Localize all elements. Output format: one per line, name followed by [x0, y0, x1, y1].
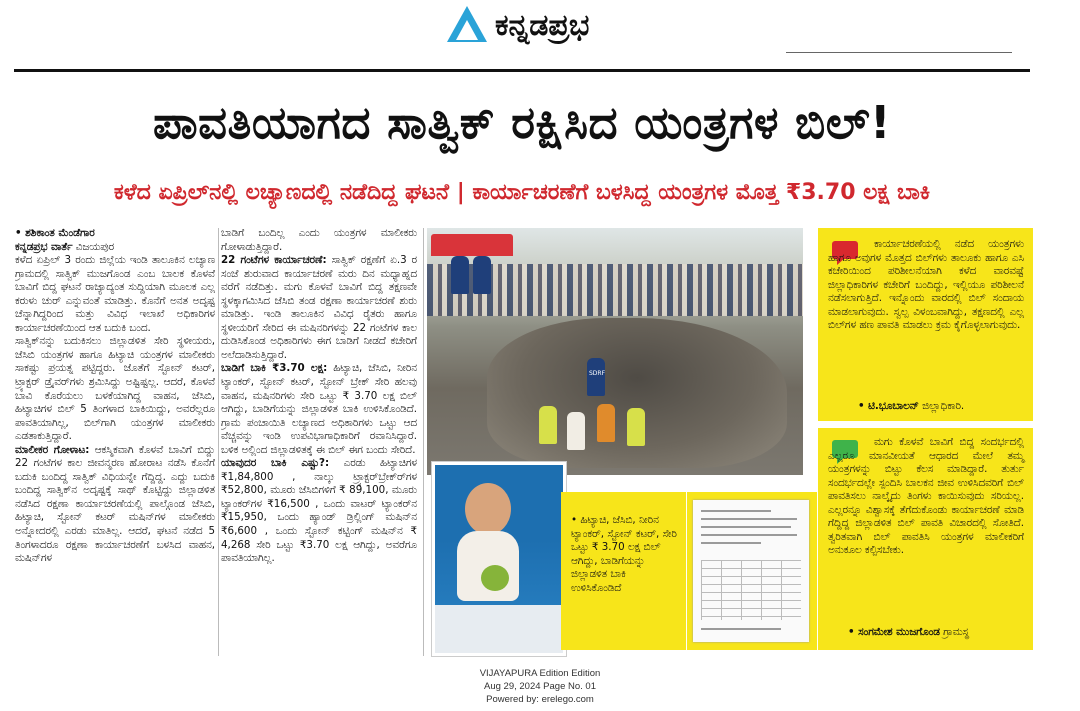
column-divider [423, 228, 424, 656]
paragraph-text: ಸಾತ್ವಿಕ್ ರಕ್ಷಣೆಗೆ ಏ.3 ರ ಸಂಜೆ ಶುರುವಾದ ಕಾರ್ಯಾಚರಣೆ ಮರು ದಿನ ಮಧ್ಯಾಹ್ನದ ವರೆಗೆ ನಡೆದಿತ್ತು. ಮಗು ಕೊಳವೆ ಬಾವಿಗೆ ಬಿದ್ದ ತಕ್ಷಣವೇ ಸ್ಥಳಕ್ಕಾಗಮಿಸಿದ ಜೆಸಿಬಿ ತಂಡ ರಕ್ಷಣಾ ಕಾರ್ಯಾಚರಣೆ ಶುರು ಮಾಡಿತ್ತು. ಇಂಡಿ ತಾಲೂಕಿನ ವಿವಿಧ ರೈತರು ಹಾಗೂ ಸ್ಥಳೀಯರಿಗೆ ಸೇರಿದ ಈ ಮಷಿನರಿಗಳನ್ನು 22 ಗಂಟೆಗಳ ಕಾಲ ದುಡಿಸಿಕೊಂಡ ಅಧಿಕಾರಿಗಳು ಈಗ ಬಾಡಿಗೆ ನೀಡದೆ ಕಚೇರಿಗೆ ಅಲೆದಾಡಿಸುತ್ತಿದ್ದಾರೆ. [221, 254, 417, 361]
child-photo[interactable] [432, 462, 566, 656]
masthead-rule [14, 69, 1030, 72]
doc-line [701, 510, 771, 512]
paragraph-text: ಎರಡು ಹಿಟ್ಯಾಚಿಗಳ ₹1,84,800 , ನಾಲ್ಕು ಟ್ರ್ಯಾಕ್ಟರ್‌ಬ್ರೇಕ್‌ರ್‌ಗಳ ₹52,800, ಮೂರು ಜೆಸಿಬಿಗಳಿಗೆ ₹ 89,100, ಮೂರು ಟ್ಯಾಂಕರ್‌ಗಳ ₹16,500 , ಒಂದು ವಾಟರ್ ಟ್ಯಾಂಕರ್‌ನ ₹15,950, ಒಂದು ಹ್ಯಾಂಡ್ ಡ್ರಿಲ್ಲಿಂಗ್ ಮಷಿನ್‌ನ ₹6,600 , ಒಂದು ಸ್ಟೋನ್ ಕಟ್ಟಿಂಗ್ ಮಷಿನ್‌ನ ₹ 4,268 ಸೇರಿ ಒಟ್ಟು ₹3.70 ಲಕ್ಷ ಆಗಿದ್ದು, ಅವರೆಗೂ ಪಾವತಿಯಾಗಿಲ್ಲ. [221, 457, 417, 565]
masthead-logo[interactable] [443, 4, 643, 48]
vest-label: SDRF [589, 370, 606, 377]
rescuer-figure [597, 404, 615, 442]
paragraph-text: ಆಕಸ್ಮಿಕವಾಗಿ ಕೊಳವೆ ಬಾವಿಗೆ ಬಿದ್ದು 22 ಗಂಟೆಗಳ ಕಾಲ ಜೀವನ್ಮರಣ ಹೋರಾಟ ನಡೆಸಿ ಕೊನೆಗೆ ಬದುಕಿ ಬಂದಿದ್ದ ಸಾತ್ವಿಕ್ ವಿಧಿಯನ್ನೇ ಗೆದ್ದಿದ್ದ. ಎದ್ದು ಬದುಕಿ ಬಂದಿದ್ದ ಸಾತ್ವಿಕ್‌ನ ಅದೃಷ್ಟಕ್ಕೆ ಸಾಥ್ ಕೊಟ್ಟಿದ್ದು ಜಿಲ್ಲಾಡಳಿತ ನಡೆಸಿದ ರಕ್ಷಣಾ ಕಾರ್ಯಾಚರಣೆಯಲ್ಲಿ ಪಾಲ್ಗೊಂಡ ಜೆಸಿಬಿ, ಹಿಟ್ಯಾಚಿ, ಸ್ಟೋನ್ ಕಟರ್ ಮಷಿನ್‌ಗಳ ಮಾಲೀಕರು ಅನ್ನೋದರಲ್ಲಿ ಎರಡು ಮಾತಿಲ್ಲ. ಆದರೆ, ಘಟನೆ ನಡೆದ 5 ತಿಂಗಳಾದರೂ ರಕ್ಷಣಾ ಕಾರ್ಯಾಚರಣೆಗೆ ಬಳಸಿದ ವಾಹನ, ಮಷಿನ್‌ಗಳ [15, 443, 215, 565]
rescuer-figure [539, 406, 557, 444]
subheading: ಬಾಡಿಗೆ ಬಾಕಿ ₹3.70 ಲಕ್ಷ: [221, 362, 328, 375]
quote-attribution [858, 400, 1028, 414]
bystander-figure [451, 256, 469, 294]
rescuer-figure [587, 358, 605, 396]
quote-role: ಗ್ರಾಮಸ್ಥ [939, 626, 970, 638]
article-column-1 [15, 227, 215, 659]
rescuer-figure [627, 408, 645, 446]
bill-document-image[interactable] [693, 500, 809, 642]
paragraph-text: ಹಿಟ್ಯಾಚಿ, ಜೆಸಿಬಿ, ನೀರಿನ ಟ್ಯಾಂಕರ್, ಸ್ಟೋನ್ ಕಟರ್, ಸ್ಟೋನ್ ಬ್ರೇಕ್ ಸೇರಿ ಹಲವು ವಾಹನ, ಮಷಿನರಿಗಳು ಸೇರಿ ಒಟ್ಟು ₹ 3.70 ಲಕ್ಷ ಬಿಲ್ ಆಗಿದ್ದು, ಬಾಡಿಗೆಯನ್ನು ಜಿಲ್ಲಾಡಳಿತ ಬಾಕಿ ಉಳಿಸಿಕೊಂಡಿದೆ. ಗ್ರಾಮ ಪಂಚಾಯಿತಿ ಲಚ್ಯಾಣದ ಅಧಿಕಾರಿಗಳು ಒಟ್ಟು ಆದ ವೆಚ್ಚವನ್ನು ಇಂಡಿ ಉಪವಿಭಾಗಾಧಿಕಾರಿಗೆ ರವಾನಿಸಿದ್ದಾರೆ. ಬಳಿಕ ಅಲ್ಲಿಂದ ಜಿಲ್ಲಾಡಳಿತಕ್ಕೆ ಈ ಬಿಲ್ ಈಗ ಬಂದು ಸೇರಿದೆ. [221, 362, 417, 456]
doc-line [701, 542, 761, 544]
quote-box-collector [818, 228, 1033, 421]
quote-role: ಜಿಲ್ಲಾಧಿಕಾರಿ. [918, 400, 965, 412]
tent-icon [431, 234, 513, 256]
article-column-2 [221, 227, 417, 659]
quote-text: ಮಗು ಕೊಳವೆ ಬಾವಿಗೆ ಬಿದ್ದ ಸಂದರ್ಭದಲ್ಲಿ ಎಲ್ಲರೂ ಮಾನವೀಯತೆ ಆಧಾರದ ಮೇಲೆ ತಮ್ಮ ಯಂತ್ರಗಳನ್ನು ಬಿಟ್ಟು ಕೆಲಸ ಮಾಡಿದ್ದಾರೆ. ತುರ್ತು ಸಂದರ್ಭದಲ್ಲೇ ಸ್ಪಂದಿಸಿ ಬಾಲಕನ ಜೀವ ಉಳಿಸಿದವರಿಗೆ ಬಿಲ್ ಪಾವತಿಸಲು ನಾಲ್ಕೈದು ತಿಂಗಳು ಕಾಯಿಸುವುದು ಸರಿಯಲ್ಲ. ಎಲ್ಲರನ್ನೂ ವಿಶ್ವಾಸಕ್ಕೆ ತೆಗೆದುಕೊಂಡು ಕಾರ್ಯಾಚರಣೆ ಮಾಡಿ ಗೆದ್ದಿದ್ದ ಜಿಲ್ಲಾಡಳಿತ ಬಿಲ್ ಪಾವತಿ ವಿಚಾರದಲ್ಲಿ ಸೋತಿದೆ. ತ್ವರಿತವಾಗಿ ಬಿಲ್ ಪಾವತಿಸಿ ಯಂತ್ರಗಳ ಮಾಲೀಕರಿಗೆ ಅನುಕೂಲ ಕಲ್ಪಿಸಬೇಕು. [828, 436, 1024, 556]
rescuer-figure [567, 412, 585, 450]
quote-text: ಕಾರ್ಯಾಚರಣೆಯಲ್ಲಿ ನಡೆದ ಯಂತ್ರಗಳು ಹಾಗೂ ಅವುಗಳ ಮೊತ್ತದ ಬಿಲ್‌ಗಳು ತಾಲೂಕು ಹಾಗೂ ಎಸಿ ಕಚೇರಿಯಿಂದ ಪರಿಶೀಲನೆಯಾಗಿ ಕಳೆದ ವಾರವಷ್ಟೆ ಜಿಲ್ಲಾಧಿಕಾರಿಗಳ ಕಚೇರಿಗೆ ಬಂದಿದ್ದು, ಇಲ್ಲಿಯೂ ಪರಿಶೀಲನೆ ನಡೆಸಲಾಗುತ್ತಿದೆ. ಇನ್ನೊಂದು ವಾರದಲ್ಲಿ ಬಿಲ್ ಸಂದಾಯ ಮಾಡಲಾಗುವುದು. ಸ್ವಲ್ಪ ವಿಳಂಬವಾಗಿದ್ದು, ತಕ್ಷಣದಲ್ಲಿ ಎಲ್ಲ ಬಿಲ್‌ಗಳ ಹಣ ಪಾವತಿ ಮಾಡಲು ಕ್ರಮ ಕೈಗೊಳ್ಳಲಾಗುವುದು. [828, 238, 1024, 331]
bill-document-box [687, 492, 817, 650]
paragraph [221, 362, 417, 457]
logo-text: ಕನ್ನಡಪ್ರಭ [495, 8, 590, 43]
subheading: ಮಾಲೀಕರ ಗೋಳಾಟ: [15, 443, 90, 456]
column-divider [218, 228, 219, 656]
quote-box-villager [818, 428, 1033, 650]
bystander-figure [473, 256, 491, 294]
child-head-image [465, 483, 511, 535]
page-footer [0, 667, 1080, 706]
rescue-operation-photo[interactable] [427, 228, 803, 475]
caption-text: • ಹಿಟ್ಯಾಚಿ, ಜೆಸಿಬಿ, ನೀರಿನ ಟ್ಯಾಂಕರ್, ಸ್ಟೋನ್ ಕಟರ್, ಸೇರಿ ಒಟ್ಟು ₹ 3.70 ಲಕ್ಷ ಬಿಲ್ ಆಗಿದ್ದು, ಬಾಡಿಗೆಯನ್ನು ಜಿಲ್ಲಾಡಳಿತ ಬಾಕಿ ಉಳಿಸಿಕೊಂಡಿದೆ [571, 514, 677, 594]
byline-place: ವಿಜಯಪುರ [72, 240, 115, 253]
subheadline: ಕಳೆದ ಏಪ್ರಿಲ್‌ನಲ್ಲಿ ಲಚ್ಯಾಣದಲ್ಲಿ ನಡೆದಿದ್ದ ಘಟನೆ | ಕಾರ್ಯಾಚರಣೆಗೆ ಬಳಸಿದ್ದ ಯಂತ್ರಗಳ ಮೊತ್ತ ₹3.70 ಲಕ್ಷ ಬಾಕಿ [113, 180, 931, 205]
caption-box [561, 492, 686, 650]
logo-triangle-inner-icon [456, 20, 478, 40]
headline: ಪಾವತಿಯಾಗದ ಸಾತ್ವಿಕ್ ರಕ್ಷಿಸಿದ ಯಂತ್ರಗಳ ಬಿಲ್! [152, 96, 892, 149]
doc-line [701, 534, 797, 536]
byline-author: • ಶಶಿಕಾಂತ ಮೆಂಡೆಗಾರ [15, 227, 95, 239]
subheading: 22 ಗಂಟೆಗಳ ಕಾರ್ಯಾಚರಣೆ: [221, 254, 327, 267]
footer-edition: VIJAYAPURA Edition Edition [479, 668, 601, 679]
quote-name: • ಟಿ.ಭೂಬಾಲನ್ [858, 400, 919, 412]
byline [15, 227, 215, 241]
top-right-rule [786, 52, 1012, 53]
doc-table [701, 560, 801, 620]
quote-name: • ಸಂಗಮೇಶ ಮುಜಗೊಂಡ [848, 626, 940, 638]
byline-desk: ಕನ್ನಡಪ್ರಭ ವಾರ್ತೆ [15, 240, 73, 253]
paragraph: ಕಳೆದ ಏಪ್ರಿಲ್ 3 ರಂದು ಜಿಲ್ಲೆಯ ಇಂಡಿ ತಾಲೂಕಿನ ಲಚ್ಯಾಣ ಗ್ರಾಮದಲ್ಲಿ ಸಾತ್ವಿಕ್ ಮುಜಗೊಂಡ ಎಂಬ ಬಾಲಕ ಕೊಳವೆ ಬಾವಿಗೆ ಬಿದ್ದ ಘಟನೆ ರಾಜ್ಯಾದ್ಯಂತ ಸುದ್ದಿಯಾಗಿ ಮೂಲಕ ಎಲ್ಲ ಕರುಳು ಚುರ್ ಎನ್ನುವಂತೆ ಮಾಡಿತ್ತು. ಕೊನೆಗೆ ಅನತ ಅದೃಷ್ಟ ಚೆನ್ನಾಗಿದ್ದರಿಂದ ಮತ್ತು ವಿವಿಧ ಇಲಾಖೆ ಅಧಿಕಾರಿಗಳ ಕಾರ್ಯಾಚರಣೆಯಿಂದ ಆತ ಬದುಕಿ ಬಂದ. [15, 254, 215, 334]
dateline [15, 241, 215, 255]
paragraph [221, 254, 417, 362]
subheading: ಯಾವುದರ ಬಾಕಿ ಎಷ್ಟು?: [221, 457, 330, 470]
quote-attribution [848, 626, 1028, 640]
doc-line [701, 518, 797, 520]
doc-line [701, 526, 791, 528]
paragraph [15, 444, 215, 566]
doc-line [701, 628, 781, 630]
paragraph: ಬಾಡಿಗೆ ಬಂದಿಲ್ಲ ಎಂದು ಯಂತ್ರಗಳ ಮಾಲೀಕರು ಗೋಳಾಡುತ್ತಿದ್ದಾರೆ. [221, 227, 417, 253]
footer-date-page: Aug 29, 2024 Page No. 01 [484, 681, 596, 692]
toy-ball-icon [481, 565, 509, 591]
footer-powered[interactable]: Powered by: erelego.com [486, 694, 594, 705]
paragraph [221, 457, 417, 565]
paragraph: ಸಾತ್ವಿಕ್‌ನನ್ನು ಬದುಕಿಸಲು ಜಿಲ್ಲಾಡಳಿತ ಸೇರಿ ಸ್ಥಳೀಯರು, ಜೆಸಿಬಿ ಯಂತ್ರಗಳ ಹಾಗೂ ಹಿಟ್ಯಾಚಿ ಯಂತ್ರಗಳ ಮಾಲೀಕರು ಸಾಕಷ್ಟು ಪ್ರಯತ್ನ ಪಟ್ಟಿದ್ದರು. ಜೊತೆಗೆ ಸ್ಟೋನ್ ಕಟರ್, ಟ್ರ್ಯಾಕ್ಟರ್ ಡ್ರೈವರ್‌ಗಳು ಶ್ರಮಿಸಿದ್ದು ಅಷ್ಟಿಷ್ಟಲ್ಲ. ಆದರೆ, ಕೊಳವೆ ಬಾವಿ ಕೊರೆಯಲು ಬಳಕೆಯಾಗಿದ್ದ ವಾಹನ, ಜೆಸಿಬಿ, ಹಿಟ್ಯಾಚಿಗಳ ಬಿಲ್ 5 ತಿಂಗಳಾದ ಬಾಕಿಯಿದ್ದು, ಅವರೆಲ್ಲರೂ ಪಾವತಿಯಾಗಿಲ್ಲ, ಬಿಲ್‌ಗಾಗಿ ಯಂತ್ರಗಳ ಮಾಲೀಕರು ಎಡತಾಕುತ್ತಿದ್ದಾರೆ. [15, 335, 215, 443]
bedsheet-image [435, 605, 563, 653]
